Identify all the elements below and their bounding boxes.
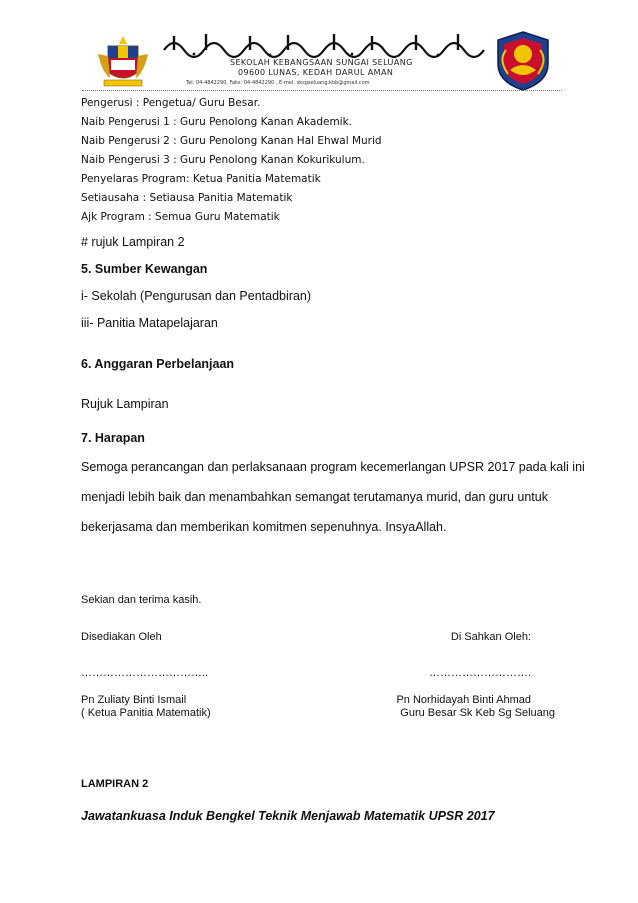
hope-paragraph-line: bekerjasama dan memberikan komitmen sepenuhnya. InsyaAllah.	[81, 520, 447, 534]
funding-source: iii- Panitia Matapelajaran	[81, 316, 218, 330]
section-6-heading: 6. Anggaran Perbelanjaan	[81, 357, 235, 371]
committee-line: Naib Pengerusi 1 : Guru Penolong Kanan Akademik.	[81, 116, 353, 128]
funding-source: i- Sekolah (Pengurusan dan Pentadbiran)	[81, 289, 312, 303]
preparer-name: Pn Zuliaty Binti Ismail	[81, 694, 187, 706]
school-address: 09600 LUNAS, KEDAH DARUL AMAN	[238, 68, 394, 77]
hope-paragraph-line: Semoga perancangan dan perlaksanaan program kecemerlangan UPSR 2017 pada kali ini	[81, 460, 585, 474]
committee-line: Pengerusi : Pengetua/ Guru Besar.	[81, 97, 261, 109]
reference-note: # rujuk Lampiran 2	[81, 235, 185, 249]
section-7-heading: 7. Harapan	[81, 431, 145, 445]
appendix-title: Jawatankuasa Induk Bengkel Teknik Menjawab Matematik UPSR 2017	[81, 809, 495, 823]
budget-reference: Rujuk Lampiran	[81, 397, 169, 411]
committee-line: Ajk Program : Semua Guru Matematik	[81, 211, 280, 223]
school-contact: Tel: 04-4842290, Faks: 04-4842290 , E-mel: sksgseluang.kbb@gmail.com	[186, 80, 370, 86]
approver-name: Pn Norhidayah Binti Ahmad	[396, 694, 531, 706]
letterhead	[88, 26, 558, 94]
approved-by-label: Di Sahkan Oleh:	[450, 631, 531, 643]
section-5-heading: 5. Sumber Kewangan	[81, 262, 208, 276]
malaysia-crest-icon	[94, 32, 152, 90]
preparer-title: ( Ketua Panitia Matematik)	[81, 707, 211, 719]
committee-line: Penyelaras Program: Ketua Panitia Matematik	[81, 173, 321, 185]
school-logo-icon	[492, 30, 554, 92]
committee-line: Naib Pengerusi 2 : Guru Penolong Kanan Hal Ehwal Murid	[81, 135, 382, 147]
appendix-label: LAMPIRAN 2	[81, 778, 149, 790]
approver-title: Guru Besar Sk Keb Sg Seluang	[400, 707, 555, 719]
school-name: SEKOLAH KEBANGSAAN SUNGAI SELUANG	[230, 58, 413, 67]
closing-text: Sekian dan terima kasih.	[81, 594, 202, 606]
letterhead-divider	[82, 90, 562, 91]
signature-line-left: ……………………………..	[81, 667, 209, 679]
committee-line: Setiausaha : Setiausa Panitia Matematik	[81, 192, 293, 204]
jawi-calligraphy-title	[158, 32, 488, 58]
hope-paragraph-line: menjadi lebih baik dan menambahkan semangat terutamanya murid, dan guru untuk	[81, 490, 548, 504]
committee-line: Naib Pengerusi 3 : Guru Penolong Kanan Kokurikulum.	[81, 154, 365, 166]
prepared-by-label: Disediakan Oleh	[81, 631, 162, 643]
signature-line-right: ……………………….	[428, 667, 531, 679]
